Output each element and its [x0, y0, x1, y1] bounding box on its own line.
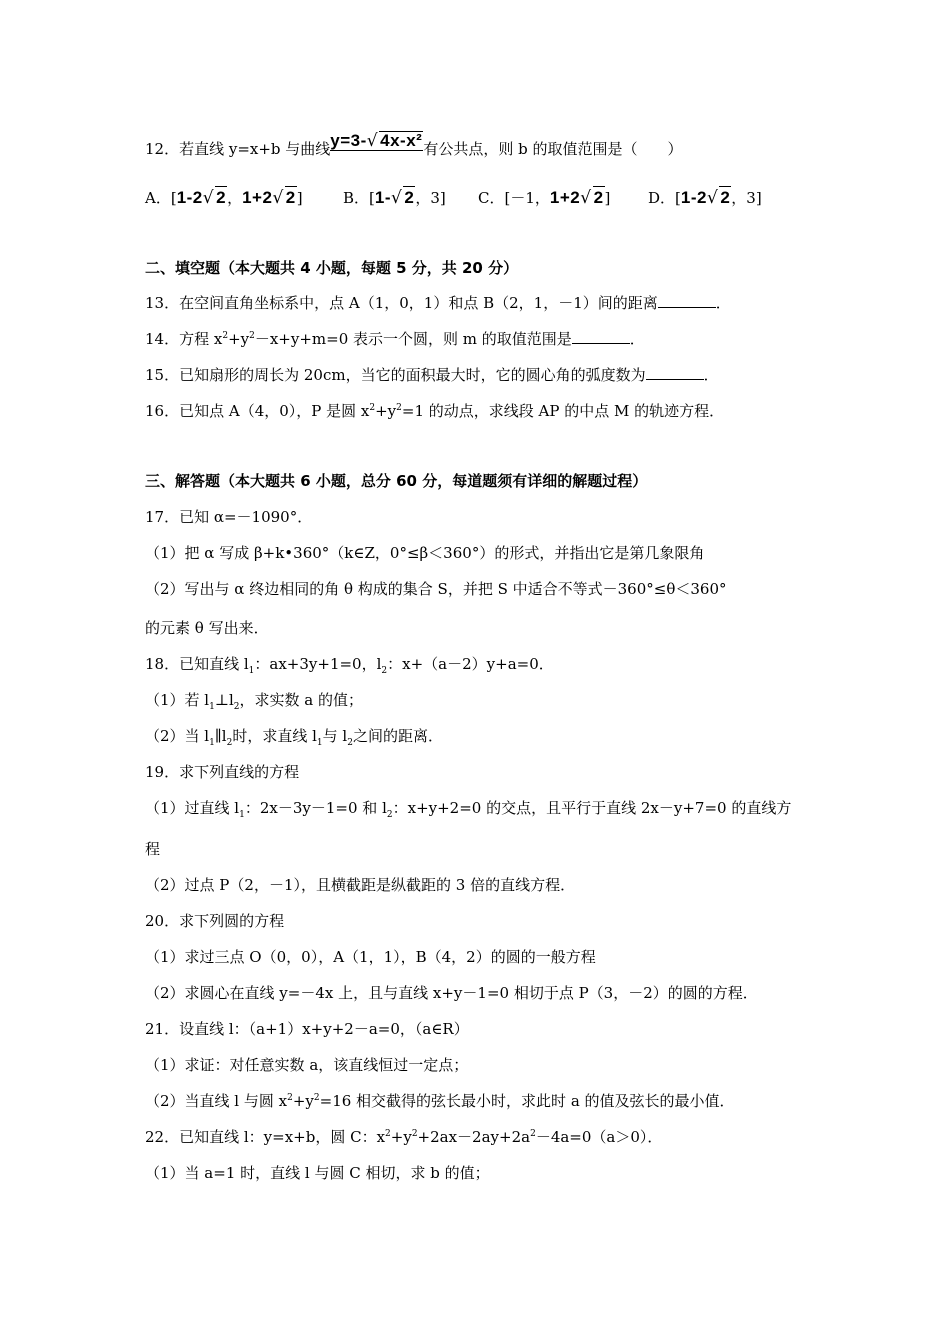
question-22-part-1: （1）当 a=1 时，直线 l 与圆 C 相切，求 b 的值；: [145, 1164, 490, 1182]
question-17: 17．已知 α=－1090°．: [145, 508, 313, 526]
question-19: 19．求下列直线的方程: [145, 763, 300, 781]
question-14: 14．方程 $x^2+y^2-x+y+m=0$ 表示一个圆，则 m 的取值范围是 ．: [145, 330, 645, 348]
question-20: 20．求下列圆的方程: [145, 912, 285, 930]
q12-stem-start: 12．若直线 y=x+b 与曲线: [145, 140, 331, 158]
question-13: 13．在空间直角坐标系中，点 A（1，0，1）和点 B（2，1，－1）间的距离 ．: [145, 294, 731, 312]
q12-stem-end: 有公共点，则 b 的取值范围是（ ）: [423, 140, 683, 158]
question-21: 21．设直线 l：（a+1）x+y+2－a=0，（a∈R）: [145, 1020, 469, 1038]
question-19-part-1-cont: 程: [145, 840, 161, 858]
answer-blank: [572, 329, 630, 344]
option-b: B．[1-√ 2，3]: [343, 188, 446, 208]
question-12-stem: [145, 131, 683, 160]
question-18-part-1: （1）若 $l_1\perp l_2$，求实数 a 的值；: [145, 691, 363, 712]
option-d: D．[1-2√ 2，3]: [648, 188, 762, 208]
question-17-part-2: （2）写出与 α 终边相同的角 θ 构成的集合 S，并把 S 中适合不等式－360°≤θ＜360°: [145, 580, 727, 598]
question-22: 22．已知直线 l：y=x+b，圆 C：$x^2+y^2+2ax-2ay+2a^2-4a=0(a>0)$．: [145, 1128, 663, 1146]
q12-curve-formula: y=3-√ 4x-x²: [330, 131, 423, 151]
option-c: C．[－1，1+2√ 2]: [478, 188, 611, 208]
question-20-part-1: （1）求过三点 O（0，0），A（1，1），B（4，2）的圆的一般方程: [145, 948, 596, 966]
question-21-part-1: （1）求证：对任意实数 a，该直线恒过一定点；: [145, 1056, 469, 1074]
answer-blank: [646, 365, 704, 380]
section-2-heading: 二、填空题（本大题共 4 小题，每题 5 分，共 20 分）: [145, 259, 519, 277]
question-19-part-1: （1）过直线 $l_1$：2x－3y－1=0 和 $l_2$：x+y+2=0 的交点，且平行于直线 2x－y+7=0 的直线方: [145, 799, 792, 820]
question-15: 15．已知扇形的周长为 20cm，当它的面积最大时，它的圆心角的弧度数为 ．: [145, 366, 719, 384]
question-17-part-2-cont: 的元素 θ 写出来．: [145, 619, 269, 637]
question-18: 18．已知直线 $l_1$：ax+3y+1=0，$l_2$：x+（a－2）y+a=0．: [145, 655, 554, 676]
option-a: A．[1-2√ 2，1+2√ 2]: [145, 188, 303, 208]
question-16: 16．已知点 A（4，0），P 是圆 $x^2+y^2=1$ 的动点，求线段 AP 的中点 M 的轨迹方程．: [145, 402, 725, 420]
question-17-part-1: （1）把 α 写成 β+k•360°（k∈Z，0°≤β＜360°）的形式，并指出它是第几象限角: [145, 544, 705, 562]
section-3-heading: 三、解答题（本大题共 6 小题，总分 60 分，每道题须有详细的解题过程）: [145, 472, 648, 490]
answer-blank: [658, 293, 716, 308]
question-20-part-2: （2）求圆心在直线 y=－4x 上，且与直线 x+y－1=0 相切于点 P（3，－2）的圆的方程．: [145, 984, 758, 1002]
question-18-part-2: （2）当 $l_1\parallel l_2$时，求直线 $l_1$与 $l_2$之间的距离．: [145, 727, 443, 748]
question-19-part-2: （2）过点 P（2，－1），且横截距是纵截距的 3 倍的直线方程．: [145, 876, 576, 894]
question-21-part-2: （2）当直线 l 与圆 $x^2+y^2=16$ 相交截得的弦长最小时，求此时 a 的值及弦长的最小值．: [145, 1092, 735, 1110]
